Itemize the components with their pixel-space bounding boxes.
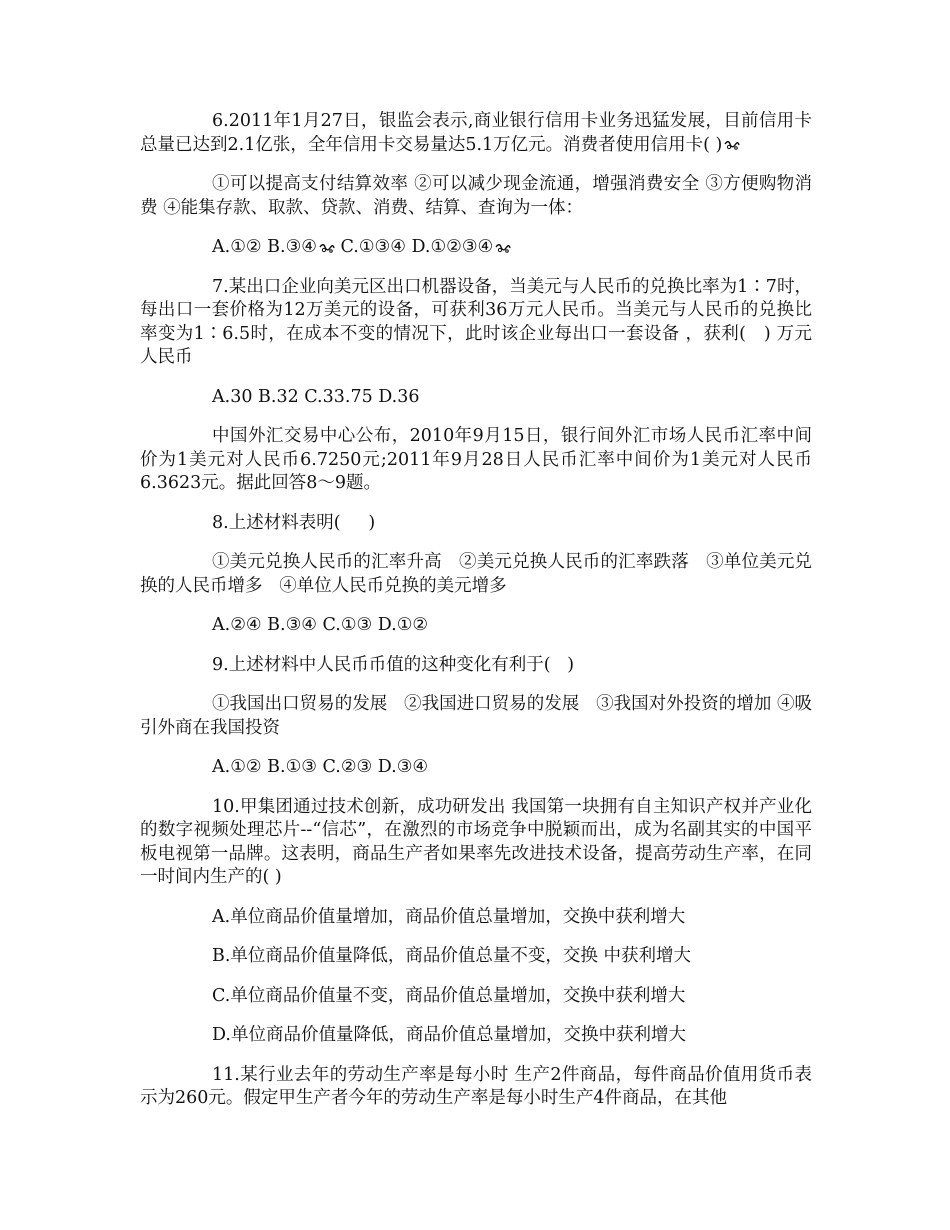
document-page	[140, 110, 812, 1127]
q6-options	[140, 236, 812, 260]
q6-options-cd: C.①③④ D.①②③④	[334, 237, 494, 257]
q10-stem: 10.甲集团通过技术创新，成功研发出 我国第一块拥有自主知识产权并产业化的数字视频处理芯片--“信芯”，在激烈的市场竞争中脱颖而出，成为名副其实的中国平板电视第一品牌。这表明，商品生产者如果率先改进技术设备，提高劳动生产率，在同一时间内生产的( )	[140, 796, 812, 887]
q9-items: ①我国出口贸易的发展 ②我国进口贸易的发展 ③我国对外投资的增加 ④吸引外商在我国投资	[140, 694, 812, 738]
q6-options-ab: A.①② B.③④	[212, 237, 317, 257]
q10-option-b: B.单位商品价值量降低，商品价值总量不变，交换 中获利增大	[212, 946, 691, 966]
squiggle-mark-icon	[319, 243, 335, 253]
q7-options: A.30 B.32 C.33.75 D.36	[212, 386, 420, 407]
q6-stem-text: 6.2011年1月27日，银监会表示,商业银行信用卡业务迅猛发展，目前信用卡总量已达到2.1亿张，全年信用卡交易量达5.1万亿元。消费者使用信用卡( )	[140, 111, 812, 155]
q8-options: A.②④ B.③④ C.①③ D.①②	[212, 615, 429, 635]
q9-options: A.①② B.①③ C.②③ D.③④	[212, 757, 429, 777]
squiggle-mark-icon	[724, 140, 740, 150]
q6-stem	[140, 110, 812, 157]
q8-items: ①美元兑换人民币的汇率升高 ②美元兑换人民币的汇率跌落 ③单位美元兑换的人民币增多 ④单位人民币兑换的美元增多	[140, 552, 812, 596]
q10-option-c: C.单位商品价值量不变，商品价值总量增加，交换中获利增大	[212, 985, 686, 1006]
q7-stem: 7.某出口企业向美元区出口机器设备，当美元与人民币的兑换比率为1∶7时，每出口一套价格为12万美元的设备，可获利36万元人民币。当美元与人民币的兑换比率变为1∶6.5时，在成本不变的情况下，此时该企业每出口一套设备 ，获利( ) 万元人民币	[140, 276, 812, 367]
q10-option-d: D.单位商品价值量降低，商品价值总量增加，交换中获利增大	[212, 1025, 686, 1045]
q10-option-a: A.单位商品价值量增加，商品价值总量增加，交换中获利增大	[212, 906, 686, 927]
material-paragraph: 中国外汇交易中心公布，2010年9月15日，银行间外汇市场人民币汇率中间价为1美元对人民币6.7250元;2011年9月28日人民币汇率中间价为1美元对人民币6.3623元。据此回答8～9题。	[140, 426, 812, 493]
q8-stem: 8.上述材料表明( )	[212, 512, 376, 533]
squiggle-mark-icon	[495, 243, 511, 253]
q6-items: ①可以提高支付结算效率 ②可以减少现金流通，增强消费安全 ③方便购物消费 ④能集存款、取款、贷款、消费、结算、查询为一体：	[140, 174, 812, 218]
q9-stem: 9.上述材料中人民币币值的这种变化有利于( )	[212, 654, 575, 675]
q11-stem: 11.某行业去年的劳动生产率是每小时 生产2件商品，每件商品价值用货币表示为260元。假定甲生产者今年的劳动生产率是每小时生产4件商品，在其他	[140, 1064, 812, 1108]
